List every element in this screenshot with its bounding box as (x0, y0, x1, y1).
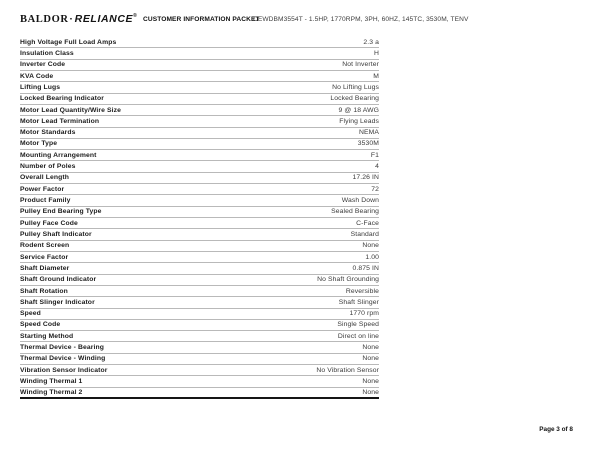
spec-value: None (362, 378, 379, 386)
spec-label: Winding Thermal 2 (20, 388, 83, 396)
spec-value: No Vibration Sensor (316, 366, 379, 374)
spec-label: Speed (20, 310, 41, 318)
table-row (20, 252, 379, 263)
spec-value: Single Speed (337, 321, 379, 329)
table-row (20, 161, 379, 172)
table-row (20, 82, 379, 93)
spec-value: F1 (370, 151, 379, 159)
spec-value: NEMA (358, 129, 379, 137)
spec-value: Standard (350, 230, 379, 238)
spec-label: Mounting Arrangement (20, 151, 97, 159)
spec-label: High Voltage Full Load Amps (20, 38, 117, 46)
spec-label: Motor Type (20, 140, 58, 148)
registered-trademark-icon: ® (133, 13, 138, 19)
table-row (20, 354, 379, 365)
spec-label: Motor Lead Termination (20, 117, 100, 125)
spec-value: 3530M (357, 140, 379, 148)
spec-label: Speed Code (20, 321, 61, 329)
table-row (20, 128, 379, 139)
spec-value: 9 @ 18 AWG (338, 106, 379, 114)
spec-label: Shaft Diameter (20, 264, 70, 272)
table-row (20, 388, 379, 399)
spec-label: Shaft Rotation (20, 287, 68, 295)
table-row (20, 60, 379, 71)
spec-label: Locked Bearing Indicator (20, 95, 104, 103)
spec-label: Product Family (20, 197, 71, 205)
spec-value: Not Inverter (342, 61, 379, 69)
page-header (20, 12, 580, 28)
spec-label: Rodent Screen (20, 242, 70, 250)
logo-separator-dot: · (69, 13, 74, 25)
spec-value: Wash Down (341, 197, 379, 205)
spec-value: 72 (371, 185, 379, 193)
table-row (20, 116, 379, 127)
spec-value: None (362, 344, 379, 352)
table-row (20, 94, 379, 105)
spec-value: 17.26 IN (352, 174, 379, 182)
baldor-reliance-logo (20, 13, 137, 25)
spec-value: None (362, 388, 379, 396)
spec-value: H (373, 49, 379, 57)
spec-label: Winding Thermal 1 (20, 378, 83, 386)
table-row (20, 207, 379, 218)
spec-value: Direct on line (337, 332, 379, 340)
spec-label: Pulley Shaft Indicator (20, 230, 92, 238)
spec-label: Thermal Device - Bearing (20, 344, 104, 352)
spec-label: Vibration Sensor Indicator (20, 366, 108, 374)
table-row (20, 263, 379, 274)
spec-label: Lifting Lugs (20, 83, 61, 91)
spec-value: 4 (375, 163, 379, 171)
table-row (20, 286, 379, 297)
table-row (20, 218, 379, 229)
spec-value: Reversible (345, 287, 379, 295)
spec-value: Sealed Bearing (331, 208, 379, 216)
table-row (20, 241, 379, 252)
spec-value: 1770 rpm (349, 310, 379, 318)
table-row (20, 150, 379, 161)
table-row (20, 275, 379, 286)
table-row (20, 48, 379, 59)
spec-value: No Lifting Lugs (332, 83, 379, 91)
spec-label: Motor Lead Quantity/Wire Size (20, 106, 122, 114)
spec-label: Shaft Slinger Indicator (20, 298, 95, 306)
spec-label: Pulley End Bearing Type (20, 208, 102, 216)
spec-label: Insulation Class (20, 49, 74, 57)
table-row (20, 297, 379, 308)
spec-table (20, 37, 379, 399)
table-row (20, 195, 379, 206)
spec-label: Power Factor (20, 185, 65, 193)
spec-label: Pulley Face Code (20, 219, 78, 227)
table-row (20, 173, 379, 184)
spec-value: M (373, 72, 379, 80)
spec-label: Number of Poles (20, 163, 76, 171)
spec-label: Motor Standards (20, 129, 76, 137)
spec-label: Inverter Code (20, 61, 66, 69)
table-row (20, 376, 379, 387)
spec-label: Service Factor (20, 253, 69, 261)
table-row (20, 105, 379, 116)
table-row (20, 309, 379, 320)
spec-value: 2.3 a (363, 38, 379, 46)
page-number: Page 3 of 8 (539, 426, 573, 433)
table-row (20, 139, 379, 150)
spec-value: 1.00 (365, 253, 379, 261)
spec-label: Starting Method (20, 332, 74, 340)
table-row (20, 320, 379, 331)
logo-baldor-text: BALDOR (20, 14, 69, 25)
spec-value: None (362, 242, 379, 250)
spec-value: No Shaft Grounding (317, 276, 379, 284)
table-row (20, 342, 379, 353)
spec-label: KVA Code (20, 72, 54, 80)
table-row (20, 229, 379, 240)
table-row (20, 37, 379, 48)
spec-label: Thermal Device - Winding (20, 355, 106, 363)
spec-value: C-Face (356, 219, 379, 227)
spec-value: 0.875 IN (352, 264, 379, 272)
document-title: CUSTOMER INFORMATION PACKET (143, 16, 260, 23)
spec-value: Flying Leads (339, 117, 379, 125)
product-description: CEWDBM3554T - 1.5HP, 1770RPM, 3PH, 60HZ, 145TC, 3530M, TENV (253, 16, 469, 23)
table-row (20, 331, 379, 342)
table-row (20, 365, 379, 376)
spec-label: Shaft Ground Indicator (20, 276, 97, 284)
spec-value: None (362, 355, 379, 363)
spec-value: Shaft Slinger (338, 298, 379, 306)
logo-reliance-text: RELIANCE (74, 13, 134, 25)
spec-label: Overall Length (20, 174, 69, 182)
table-row (20, 71, 379, 82)
spec-value: Locked Bearing (330, 95, 379, 103)
table-row (20, 184, 379, 195)
